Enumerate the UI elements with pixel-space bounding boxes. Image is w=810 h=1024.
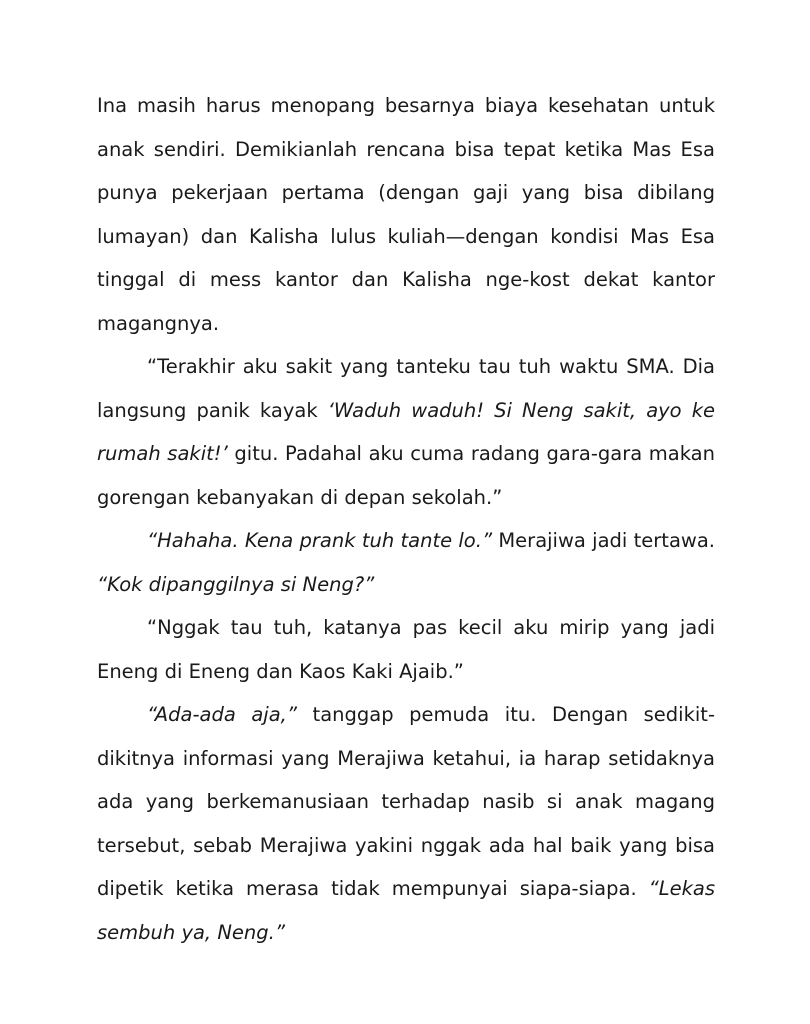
paragraph-5 [97,693,715,954]
paragraph-1 [97,84,715,345]
paragraph-4 [97,606,715,693]
document-page [97,84,715,954]
paragraph-2-text-b: gitu. Padahal aku cuma radang gara-gara makan gorengan kebanyakan di depan sekolah.” [97,442,715,509]
paragraph-5-text: tanggap pemuda itu. Dengan sedikit-dikitnya informasi yang Merajiwa ketahui, ia harap setidaknya ada yang berkemanusiaan terhadap nasib si anak magang tersebut, sebab Merajiwa yakini nggak ada hal baik yang bisa dipetik ketika merasa tidak mempunyai siapa-siapa. [97,703,715,900]
paragraph-5-italic-quote-b: “Lekas sembuh ya, Neng.” [97,877,715,944]
paragraph-5-italic-quote-a: “Ada-ada aja,” [147,703,297,726]
paragraph-3-italic-quote-a: “Hahaha. Kena prank tuh tante lo.” [147,529,493,552]
paragraph-4-text: “Nggak tau tuh, katanya pas kecil aku mirip yang jadi Eneng di Eneng dan Kaos Kaki Ajaib.” [97,616,715,683]
paragraph-2-text-a: “Terakhir aku sakit yang tanteku tau tuh waktu SMA. Dia langsung panik kayak [97,355,715,422]
paragraph-3-italic-quote-b: “Kok dipanggilnya si Neng?” [97,572,375,596]
paragraph-2-italic-quote: ‘Waduh waduh! Si Neng sakit, ayo ke rumah sakit!’ [97,398,715,465]
paragraph-3-text: Merajiwa jadi tertawa. [492,529,715,552]
paragraph-3 [97,519,715,606]
paragraph-1-text: Ina masih harus menopang besarnya biaya kesehatan untuk anak sendiri. Demikianlah rencana bisa tepat ketika Mas Esa punya pekerjaan pertama (dengan gaji yang bisa dibilang lumayan) dan Kalisha lulus kuliah—dengan kondisi Mas Esa tinggal di mess kantor dan Kalisha nge-kost dekat kantor magangnya. [97,94,715,335]
paragraph-2 [97,345,715,519]
